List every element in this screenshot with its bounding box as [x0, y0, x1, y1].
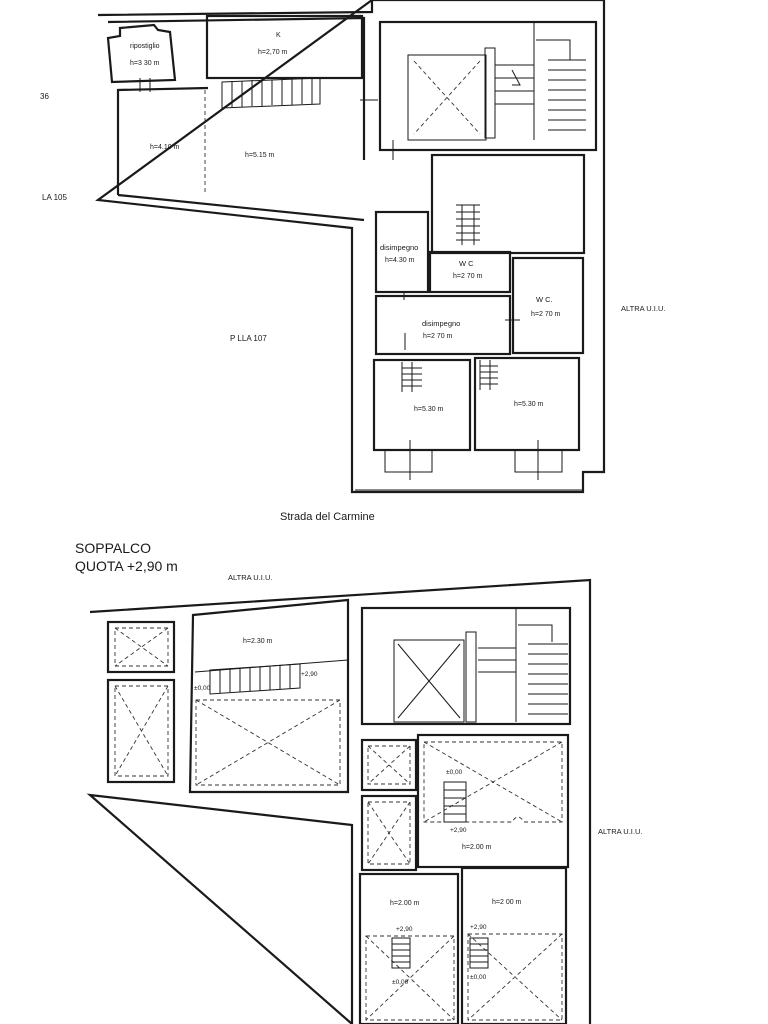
- label-h230: h=2.30 m: [243, 638, 273, 645]
- label-h200-a: h=2.00 m: [462, 844, 492, 851]
- room-name-wc-2: W C.: [536, 295, 553, 304]
- room-height-530-right: h=5.30 m: [514, 401, 544, 408]
- room-h200-right: [418, 735, 568, 867]
- lower-outer-wall: [90, 580, 590, 1024]
- label-plus290-c: +2,90: [396, 926, 413, 933]
- mezzanine-title: SOPPALCO: [75, 540, 151, 556]
- label-left-top: 36: [40, 92, 49, 101]
- label-plus290-a: +2,90: [301, 671, 318, 678]
- stairwell-upper: [380, 22, 596, 150]
- stair-small-1: [456, 205, 480, 245]
- room-height-410: h=4.10 m: [150, 144, 180, 151]
- label-zero-d: ±0,00: [470, 974, 487, 981]
- room-right-upper: [432, 155, 584, 253]
- room-height-disimpegno-2: h=2 70 m: [423, 333, 453, 340]
- room-name-ripostiglio: ripostiglio: [130, 43, 160, 50]
- room-name-wc-1: W C: [459, 259, 474, 268]
- stair-mezzanine-3: [392, 938, 488, 968]
- upper-plan: [98, 0, 604, 492]
- room-height-530-left: h=5.30 m: [414, 406, 444, 413]
- stairwell-lower: [362, 608, 570, 724]
- mezzanine-level: QUOTA +2,90 m: [75, 558, 178, 574]
- door-marks: [140, 78, 520, 350]
- label-adjacent-right-upper: ALTRA U.I.U.: [621, 304, 666, 313]
- room-height-wc-1: h=2 70 m: [453, 273, 483, 280]
- label-left-middle: LA 105: [42, 193, 67, 202]
- label-zero-c: ±0,00: [392, 979, 409, 986]
- room-h200-bottom-right: [462, 868, 566, 1024]
- room-height-k: h=2,70 m: [258, 49, 288, 56]
- label-adjacent-left: P LLA 107: [230, 334, 267, 343]
- label-plus290-d: +2,90: [470, 924, 487, 931]
- lower-plan: [90, 580, 590, 1024]
- room-height-disimpegno-1: h=4.30 m: [385, 257, 415, 264]
- stair-bottom: [402, 360, 498, 392]
- street-label: Strada del Carmine: [280, 511, 375, 523]
- stair-mezzanine-1: [195, 660, 348, 694]
- room-height-515: h=5.15 m: [245, 152, 275, 159]
- stair-k: [222, 78, 320, 108]
- room-wc-2: [513, 258, 583, 353]
- room-h200-bottom-left: [360, 874, 458, 1024]
- label-plus290-b: +2,90: [450, 827, 467, 834]
- void-left-1: [108, 622, 174, 672]
- room-height-ripostiglio: h=3 30 m: [130, 60, 160, 67]
- room-name-disimpegno-2: disimpegno: [422, 319, 461, 328]
- room-height-wc-2: h=2 70 m: [531, 311, 561, 318]
- label-adjacent-top-lower: ALTRA U.I.U.: [228, 573, 273, 582]
- label-h200-b: h=2.00 m: [390, 900, 420, 907]
- room-name-disimpegno-1: disimpegno: [380, 243, 419, 252]
- void-h230: [196, 700, 340, 785]
- label-zero-b: ±0,00: [446, 769, 463, 776]
- room-h230: [190, 600, 348, 792]
- room-name-k: K: [276, 32, 281, 39]
- room-ripostiglio-wall: [108, 25, 175, 82]
- room-disimpegno-1: [376, 212, 428, 292]
- room-wc-1: [430, 252, 510, 292]
- label-h200-c: h=2 00 m: [492, 899, 522, 906]
- label-zero-a: ±0,00: [194, 685, 211, 692]
- label-adjacent-right-lower: ALTRA U.I.U.: [598, 827, 643, 836]
- stair-mezzanine-2: [444, 782, 466, 822]
